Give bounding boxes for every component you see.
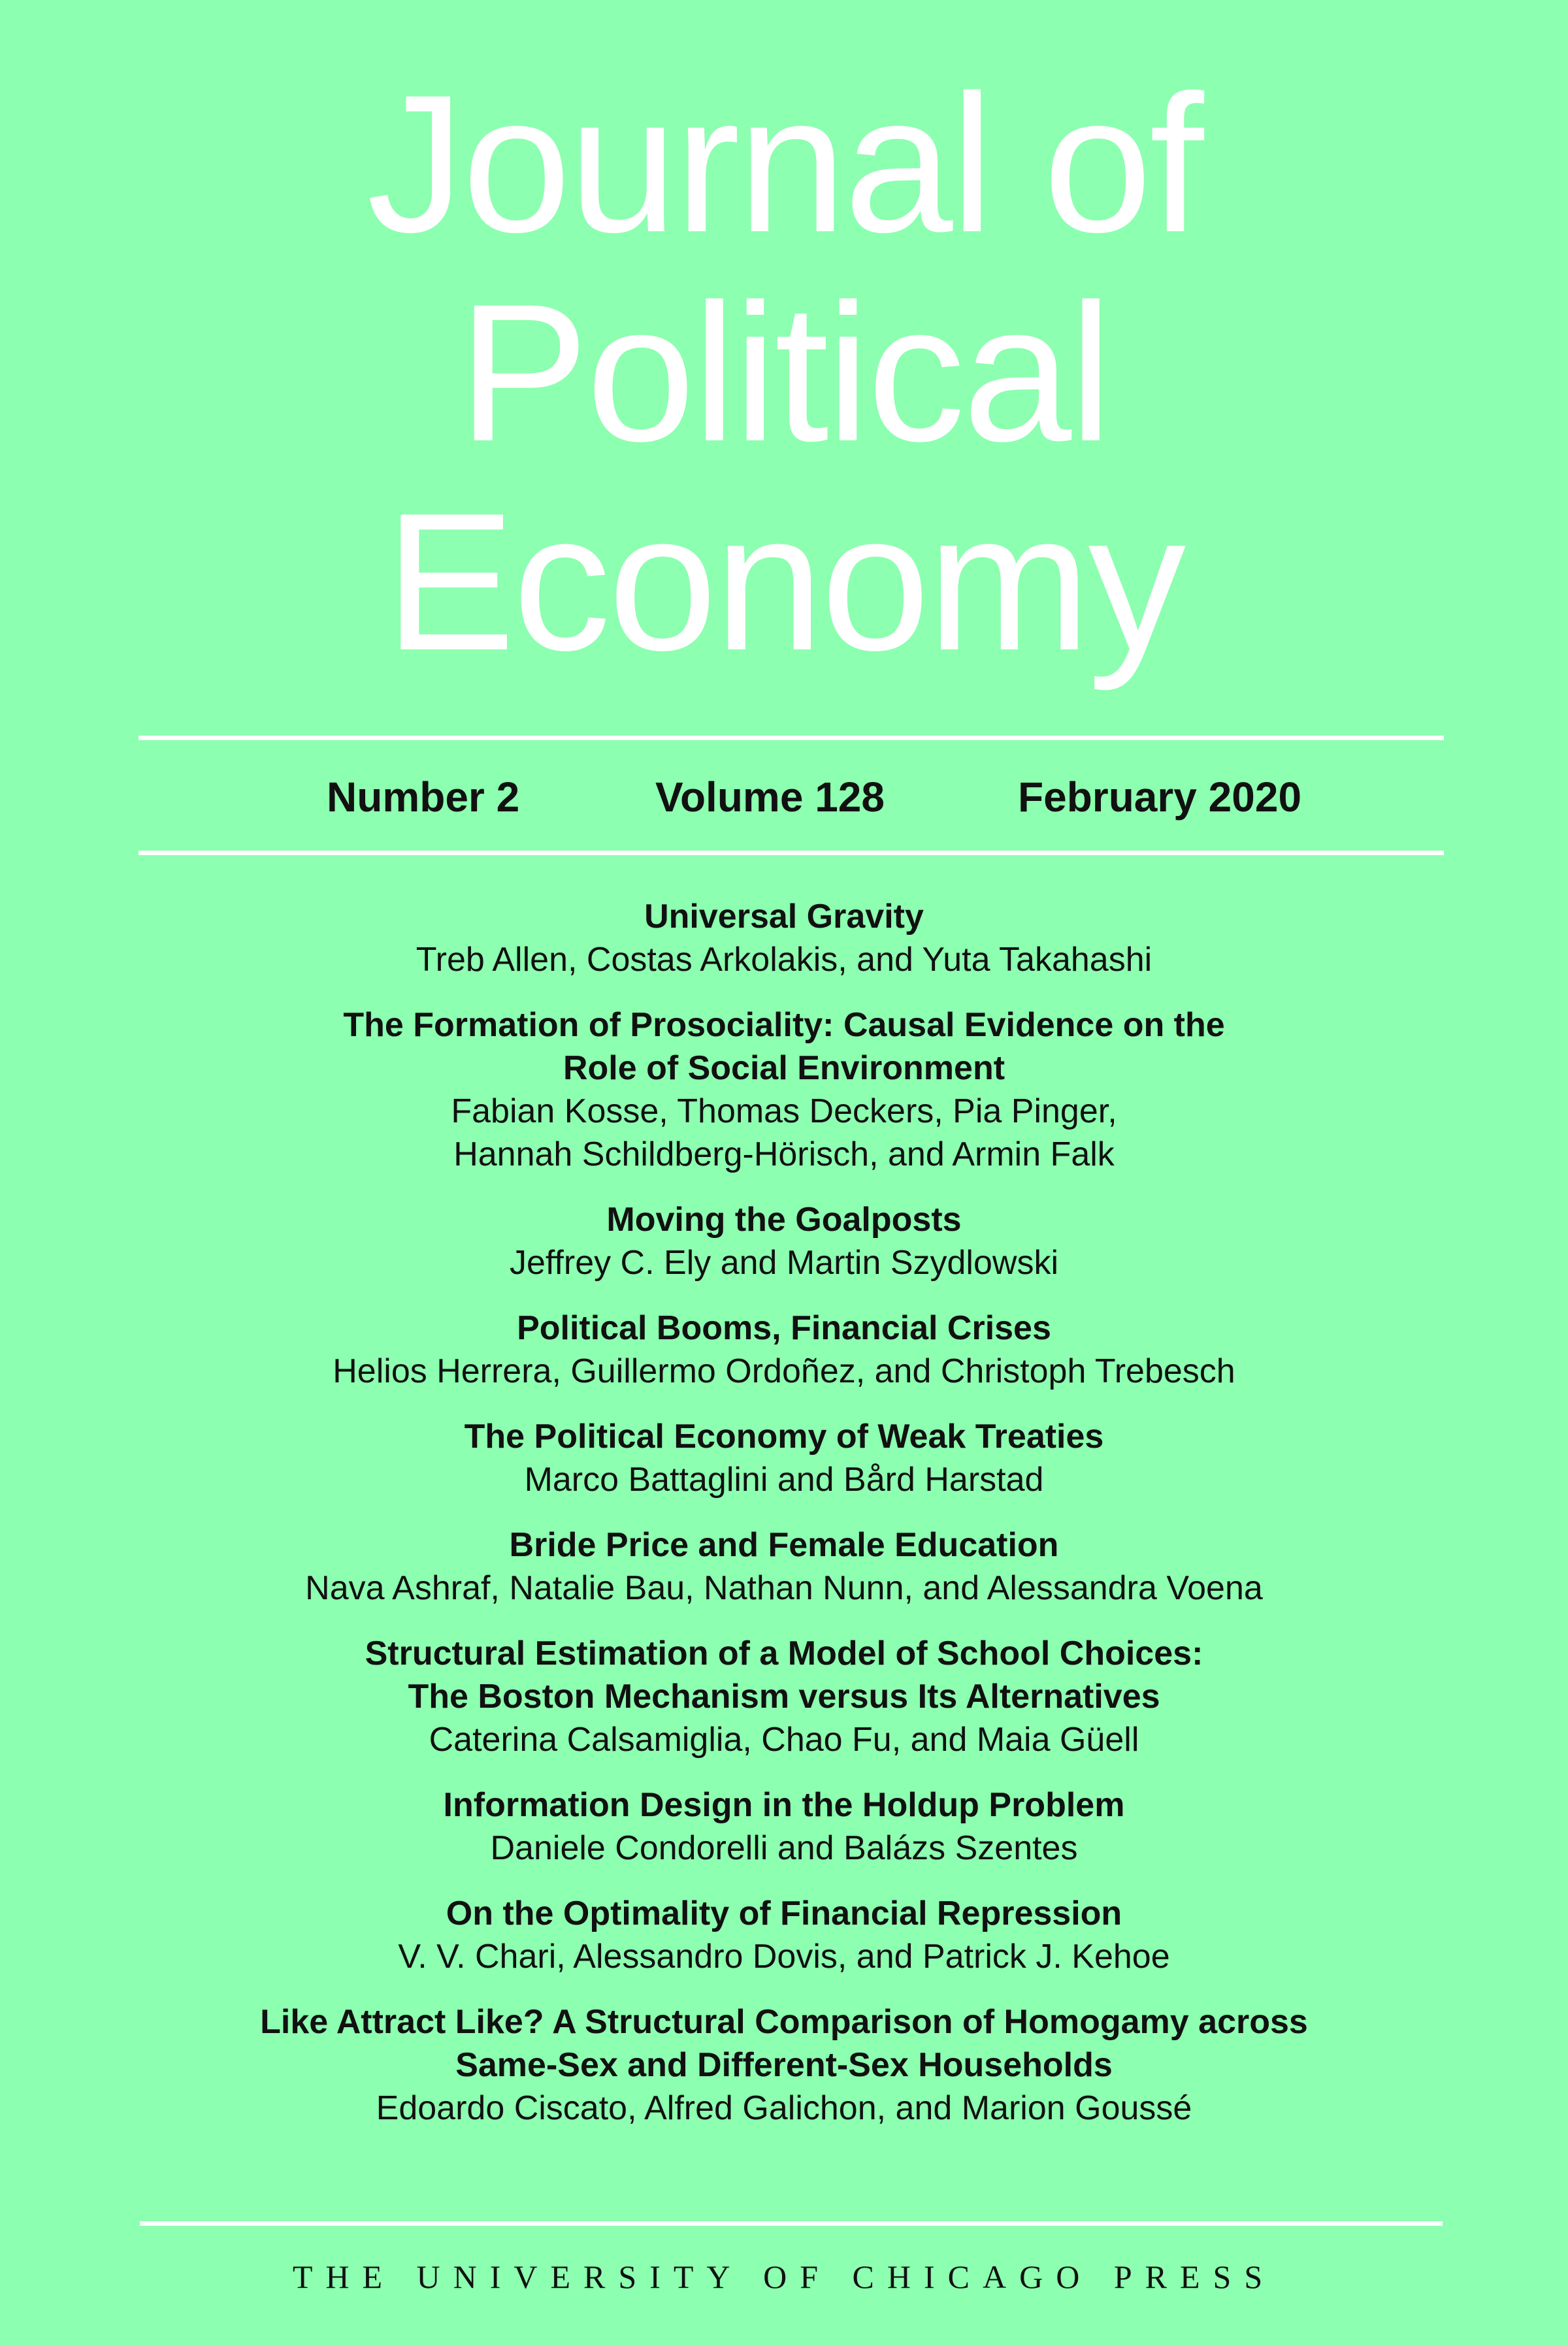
article-title: Political Booms, Financial Crises [517, 1309, 1051, 1347]
article-entry [0, 1632, 1568, 1761]
article-title: The Formation of Prosociality: Causal Evidence on the Role of Social Environment [343, 1006, 1225, 1087]
journal-title [0, 54, 1568, 691]
top-divider [139, 736, 1444, 740]
article-authors: Helios Herrera, Guillermo Ordoñez, and Christoph Trebesch [333, 1352, 1235, 1390]
article-authors: Nava Ashraf, Natalie Bau, Nathan Nunn, and Alessandra Voena [305, 1569, 1263, 1607]
journal-title-line: Political [458, 263, 1110, 482]
article-authors: Daniele Condorelli and Balázs Szentes [490, 1829, 1078, 1867]
article-authors: Jeffrey C. Ely and Martin Szydlowski [510, 1244, 1058, 1282]
article-entry [0, 1198, 1568, 1284]
article-entry [0, 1523, 1568, 1610]
issue-number: Number 2 [327, 774, 520, 821]
article-entry [0, 1003, 1568, 1176]
article-title: Structural Estimation of a Model of School Choices: The Boston Mechanism versus Its Alternatives [365, 1635, 1203, 1716]
article-title: Moving the Goalposts [606, 1201, 962, 1239]
article-entry [0, 1307, 1568, 1393]
middle-divider [139, 851, 1444, 855]
article-title: Information Design in the Holdup Problem [443, 1786, 1125, 1824]
bottom-divider [140, 2221, 1443, 2226]
article-authors: Treb Allen, Costas Arkolakis, and Yuta Takahashi [416, 941, 1152, 979]
article-entry [0, 895, 1568, 981]
issue-info [0, 768, 1568, 826]
article-title: On the Optimality of Financial Repression [446, 1895, 1122, 1932]
issue-date: February 2020 [1018, 774, 1302, 821]
article-entry [0, 1415, 1568, 1501]
journal-title-line: Journal of [367, 54, 1201, 273]
journal-title-line: Economy [384, 472, 1184, 691]
article-authors: Fabian Kosse, Thomas Deckers, Pia Pinger, Hannah Schildberg-Hörisch, and Armin Falk [451, 1092, 1117, 1173]
article-authors: V. V. Chari, Alessandro Dovis, and Patrick J. Kehoe [398, 1938, 1170, 1976]
article-authors: Caterina Calsamiglia, Chao Fu, and Maia Güell [429, 1721, 1139, 1759]
issue-volume: Volume 128 [655, 774, 885, 821]
publisher-name: THE UNIVERSITY OF CHICAGO PRESS [292, 2258, 1276, 2295]
article-title: Universal Gravity [644, 898, 924, 936]
article-title: Bride Price and Female Education [509, 1526, 1059, 1564]
article-title: Like Attract Like? A Structural Comparison of Homogamy across Same-Sex and Different-Sex Households [260, 2003, 1308, 2084]
article-entry [0, 1892, 1568, 1978]
article-title: The Political Economy of Weak Treaties [464, 1418, 1104, 1456]
article-entry [0, 1784, 1568, 1870]
article-authors: Edoardo Ciscato, Alfred Galichon, and Marion Goussé [376, 2089, 1192, 2127]
table-of-contents [0, 895, 1568, 2152]
article-entry [0, 2000, 1568, 2130]
article-authors: Marco Battaglini and Bård Harstad [524, 1461, 1044, 1499]
